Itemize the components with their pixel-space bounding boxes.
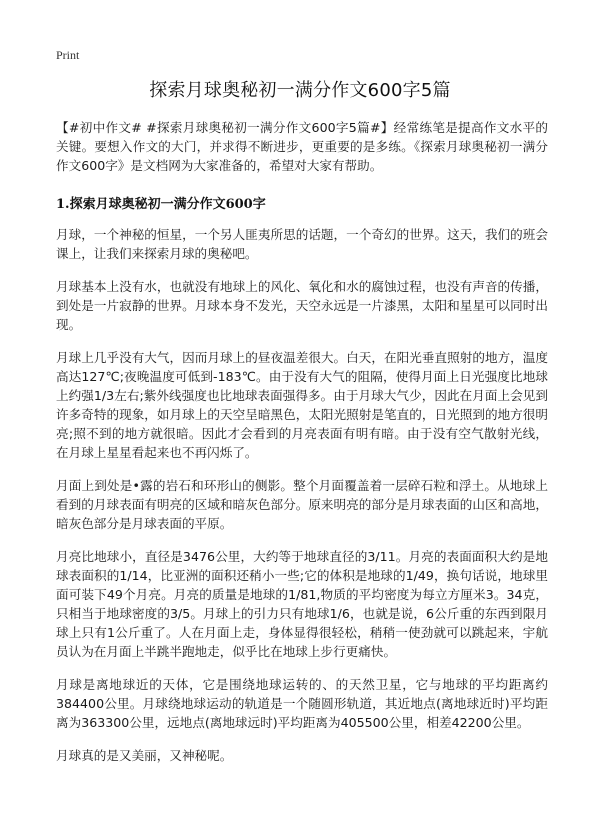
intro-paragraph: 【#初中作文# #探索月球奥秘初一满分作文600字5篇#】经常练笔是提高作文水平的关键。要想入作文的大门，并求得不断进步，更重要的是多练。《探索月球奥秘初一满分作文600字》是文档网为大家准备的，希望对大家有帮助。 [56, 120, 548, 173]
article-body [56, 118, 548, 779]
paragraph-1: 月球，一个神秘的恒星，一个另人匪夷所思的话题，一个奇幻的世界。这天，我们的班会课上，让我们来探索月球的奥秘吧。 [56, 227, 548, 261]
print-link[interactable]: Print [56, 48, 80, 62]
paragraph-3: 月球上几乎没有大气，因而月球上的昼夜温差很大。白天，在阳光垂直照射的地方，温度高达127℃;夜晚温度可低到-183℃。由于没有大气的阻隔，使得月面上日光强度比地球上约强1/3左右;紫外线强度也比地球表面强得多。由于月球大气少，因此在月面上会见到许多奇特的现象，如月球上的天空呈暗黑色，太阳光照射是笔直的，日光照到的地方很明亮;照不到的地方就很暗。因此才会看到的月亮表面有明有暗。由于没有空气散射光线，在月球上星星看起来也不再闪烁了。 [56, 350, 548, 460]
article-title: 探索月球奥秘初一满分作文600字5篇 [149, 80, 451, 101]
paragraph-2: 月球基本上没有水，也就没有地球上的风化、氧化和水的腐蚀过程，也没有声音的传播，到处是一片寂静的世界。月球本身不发光，天空永远是一片漆黑，太阳和星星可以同时出现。 [56, 279, 548, 332]
section-heading: 1.探索月球奥秘初一满分作文600字 [56, 197, 266, 212]
paragraph-6: 月球是离地球近的天体，它是围绕地球运转的、的天然卫星，它与地球的平均距离约384400公里。月球绕地球运动的轨道是一个随圆形轨道，其近地点(离地球近时)平均距离为363300公里，远地点(离地球远时)平均距离为405500公里，相差42200公里。 [56, 677, 548, 730]
paragraph-4: 月面上到处是•露的岩石和环形山的侧影。整个月面覆盖着一层碎石粒和浮土。从地球上看到的月球表面有明亮的区域和暗灰色部分。原来明亮的部分是月球表面的山区和高地，暗灰色部分是月球表面的平原。 [56, 478, 548, 531]
paragraph-7: 月球真的是又美丽，又神秘呢。 [56, 748, 233, 763]
paragraph-5: 月亮比地球小，直径是3476公里，大约等于地球直径的3/11。月亮的表面面积大约是地球表面积的1/14，比亚洲的面积还稍小一些;它的体积是地球的1/49，换句话说，地球里面可装下49个月亮。月亮的质量是地球的1/81,物质的平均密度为每立方厘米3。34克，只相当于地球密度的3/5。月球上的引力只有地球1/6，也就是说，6公斤重的东西到限月球上只有1公斤重了。人在月面上走，身体显得很轻松，稍稍一使劲就可以跳起来，宇航员认为在月面上半跳半跑地走，似乎比在地球上步行更痛快。 [56, 549, 548, 659]
